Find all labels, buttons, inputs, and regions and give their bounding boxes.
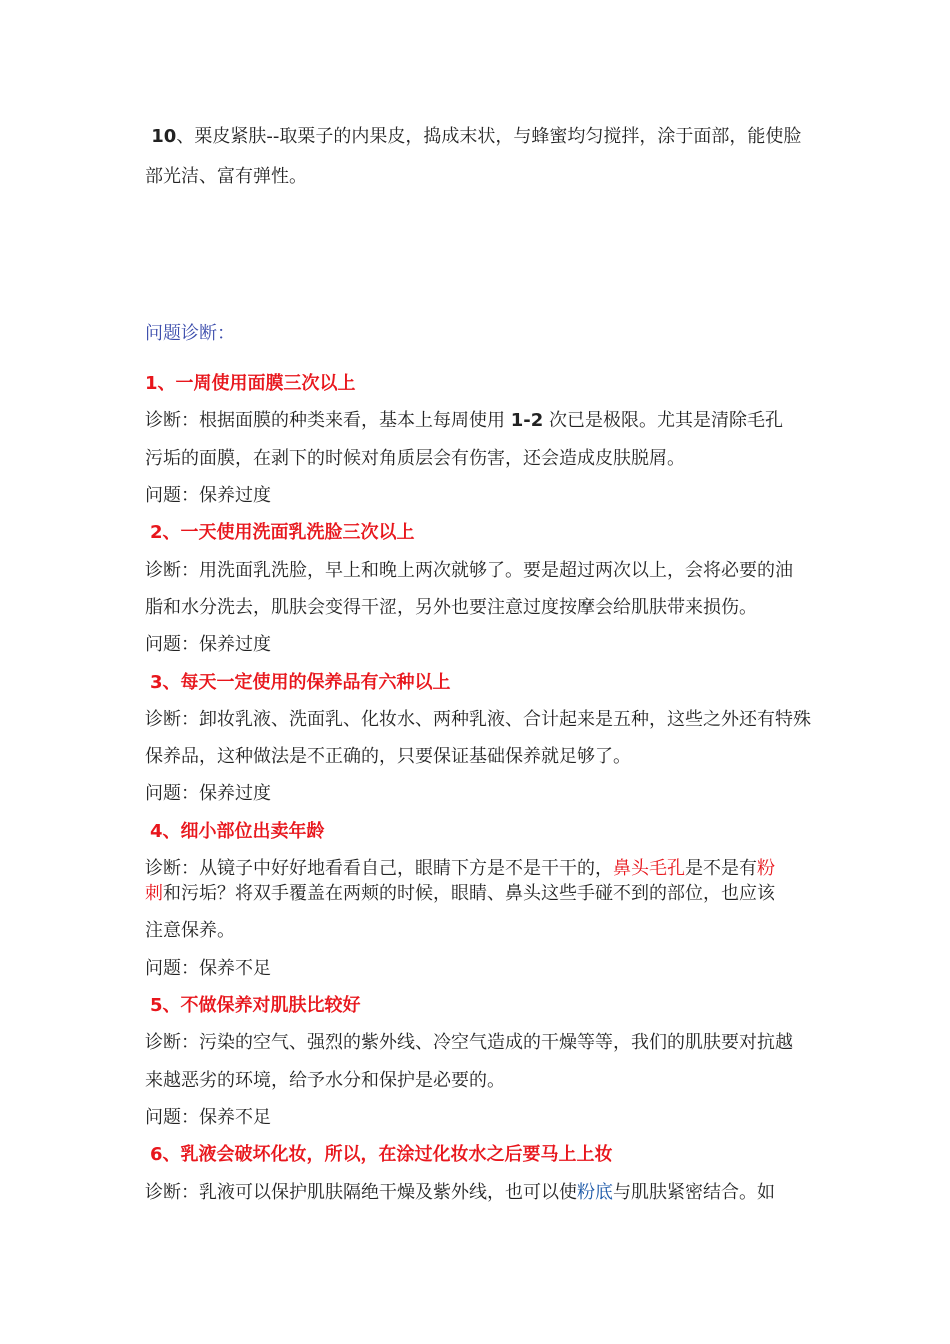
item-2-diagnosis-line-1: 诊断：用洗面乳洗脸，早上和晚上两次就够了。要是超过两次以上，会将必要的油: [145, 560, 793, 581]
item-1-diagnosis-line-1: [145, 409, 815, 433]
item-6-diagnosis-line-1: [145, 1181, 815, 1205]
item-1-diagnosis-text: 诊断：根据面膜的种类来看，基本上每周使用: [145, 410, 511, 431]
item-4-highlight-blackhead-1: 粉: [757, 858, 775, 879]
item-4-heading: 4、细小部位出卖年龄: [150, 821, 325, 842]
item-5-heading: 5、不做保养对肌肤比较好: [150, 995, 361, 1016]
item-6-foundation-link[interactable]: 粉底: [577, 1182, 613, 1203]
item-4-diagnosis-line-2: [145, 882, 815, 906]
item-1-frequency: 1-2: [510, 410, 544, 431]
item-4-diagnosis-text-2: 是不是有: [685, 858, 757, 879]
item-4-diagnosis-text: 诊断：从镜子中好好地看看自己，眼睛下方是不是干干的，: [145, 858, 613, 879]
item-5-diagnosis-line-1: 诊断：污染的空气、强烈的紫外线、冷空气造成的干燥等等，我们的肌肤要对抗越: [145, 1032, 793, 1053]
item-1-heading: 1、一周使用面膜三次以上: [145, 373, 356, 394]
item-2-problem: 问题：保养过度: [145, 634, 271, 655]
item-6-diagnosis-text: 诊断：乳液可以保护肌肤隔绝干燥及紫外线，也可以使: [145, 1182, 577, 1203]
item-1-problem: 问题：保养过度: [145, 485, 271, 506]
intro-text: 、栗皮紧肤--取栗子的内果皮，捣成末状，与蜂蜜均匀搅拌，涂于面部，能使脸: [176, 126, 802, 147]
item-3-diagnosis-line-1: 诊断：卸妆乳液、洗面乳、化妆水、两种乳液、合计起来是五种，这些之外还有特殊: [145, 709, 811, 730]
item-6-diagnosis-text-2: 与肌肤紧密结合。如: [613, 1182, 775, 1203]
item-3-problem: 问题：保养过度: [145, 783, 271, 804]
item-4-problem: 问题：保养不足: [145, 958, 271, 979]
item-4-highlight-nose-pores: 鼻头毛孔: [613, 858, 685, 879]
item-2-diagnosis-line-2: 脂和水分洗去，肌肤会变得干涩，另外也要注意过度按摩会给肌肤带来损伤。: [145, 597, 757, 618]
item-4-diagnosis-line-1: [145, 857, 815, 881]
item-5-diagnosis-line-2: 来越恶劣的环境，给予水分和保护是必要的。: [145, 1070, 505, 1091]
item-3-diagnosis-line-2: 保养品，这种做法是不正确的，只要保证基础保养就足够了。: [145, 746, 631, 767]
item-4-diagnosis-text-3: 和污垢？将双手覆盖在两颊的时候，眼睛、鼻头这些手碰不到的部位，也应该: [163, 883, 775, 904]
item-4-diagnosis-line-3: 注意保养。: [145, 920, 235, 941]
intro-line-1: [145, 125, 815, 149]
item-1-diagnosis-text-2: 次已是极限。尤其是清除毛孔: [543, 410, 783, 431]
intro-number: 10: [151, 126, 177, 147]
item-2-heading: 2、一天使用洗面乳洗脸三次以上: [150, 522, 415, 543]
item-1-diagnosis-line-2: 污垢的面膜，在剥下的时候对角质层会有伤害，还会造成皮肤脱屑。: [145, 448, 685, 469]
item-3-heading: 3、每天一定使用的保养品有六种以上: [150, 672, 451, 693]
item-4-highlight-blackhead-2: 刺: [145, 883, 163, 904]
intro-line-2: 部光洁、富有弹性。: [145, 166, 307, 187]
section-title: 问题诊断：: [145, 323, 235, 344]
item-5-problem: 问题：保养不足: [145, 1107, 271, 1128]
item-6-heading: 6、乳液会破坏化妆，所以，在涂过化妆水之后要马上上妆: [150, 1144, 613, 1165]
